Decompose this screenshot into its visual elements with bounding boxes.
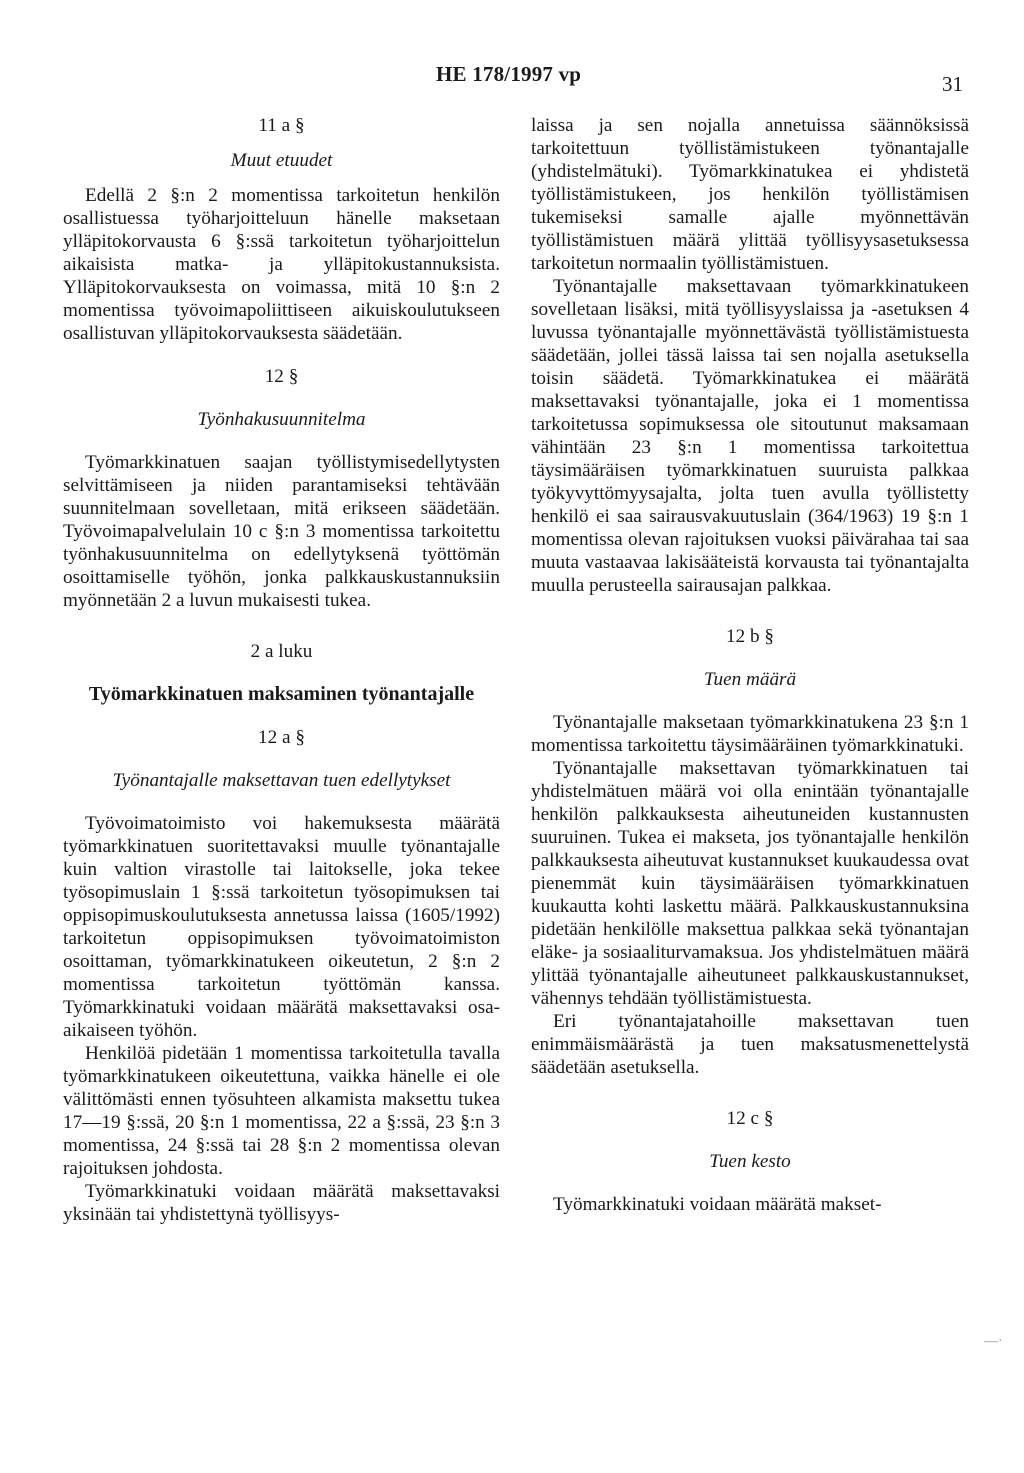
section-number: 12 c §: [726, 1108, 774, 1129]
section-12c-heading: [531, 1107, 969, 1173]
left-column: [63, 114, 500, 1226]
section-12c-paragraph: Työmarkkinatuki voidaan määrätä makset-: [553, 1194, 882, 1215]
page-header: [0, 62, 1024, 96]
continuation-paragraph-2: Työnantajalle maksettavaan työmarkkinatukeen sovelletaan lisäksi, mitä työllisyyslaissa ja -asetuksen 4 luvussa työnantajalle myönnettävästä työllistämistuesta säädetään, jollei tässä laissa tai sen nojalla asetuksella toisin säädetä. Työmarkkinatukea ei määrätä maksettavaksi työnantajalle, joka ei 1 momentissa tarkoitetussa sopimuksessa ole sitoutunut maksamaan vähintään 23 §:n 1 momentissa tarkoitettua täysimääräisen työmarkkinatuen suuruista palkkaa työkyvyttömyysajalta, jolta tuen avulla työllistetty henkilö ei saa sairausvakuutuslain (364/1963) 19 §:n 1 momentissa olevan rajoituksen vuoksi päivärahaa tai saa muuta vastaavaa lakisääteistä korvausta tai työnantajalta muulla perusteella sairausajan palkkaa.: [531, 276, 969, 596]
section-11a-heading: [63, 114, 500, 172]
section-12b-paragraph-2: Työnantajalle maksettavan työmarkkinatuen tai yhdistelmätuen määrä voi olla enintään työnantajalle henkilön palkkauksesta aiheutuneiden kustannusten suuruinen. Tukea ei makseta, jos työnantajalle henkilön palkkauksesta aiheutuvat kustannukset kuukaudessa ovat pienemmät kuin täysimääräisen työmarkkinatuen kuukautta kohti laskettu määrä. Palkkauskustannuksina pidetään henkilölle maksettua palkkaa sekä työnantajan eläke- ja sosiaaliturvamaksua. Jos yhdistelmätuen määrä ylittää työnantajalle aiheutuneet palkkauskustannukset, vähennys tehdään työllistämistuesta.: [531, 758, 970, 1009]
section-12-heading: [63, 365, 500, 431]
chapter-number: 2 a luku: [250, 641, 313, 662]
section-12a-paragraph-3: Työmarkkinatuki voidaan määrätä maksettavaksi yksinään tai yhdistettynä työllisyys-: [63, 1181, 500, 1225]
section-12a-paragraph-1: Työvoimatoimisto voi hakemuksesta määrätä työmarkkinatuen suoritettavaksi muulle työnantajalle kuin valtion virastolle tai laitokselle, joka tekee työsopimuslain 1 §:ssä tarkoitetun työsopimuksen tai oppisopimuskoulutuksesta annetussa laissa (1605/1992) tarkoitetun oppisopimuksen työvoimatoimiston osoittaman, työmarkkinatukeen oikeutetun, 2 §:n 2 momentissa tarkoitetun työttömän kanssa. Työmarkkinatuki voidaan määrätä maksettavaksi osa-aikaiseen työhön.: [63, 813, 500, 1041]
section-number: 12 §: [264, 366, 299, 387]
section-11a-paragraph: Edellä 2 §:n 2 momentissa tarkoitetun henkilön osallistuessa työharjoitteluun hänelle maksetaan ylläpitokorvausta 6 §:ssä tarkoitetun työharjoittelun aikaisista matka- ja ylläpitokustannuksista. Ylläpitokorvauksesta on voimassa, mitä 10 §:n 2 momentissa työvoimapoliittiseen aikuiskoulutukseen osallistuvan ylläpitokorvauksesta säädetään.: [63, 185, 500, 344]
section-12b-paragraph-3: Eri työnantajatahoille maksettavan tuen enimmäismäärästä ja tuen maksatusmenettelystä säädetään asetuksella.: [531, 1011, 969, 1078]
right-column: [531, 114, 969, 1216]
section-12-paragraph: Työmarkkinatuen saajan työllistymisedellytysten selvittämiseen ja niiden parantamiseksi tehtävään suunnitelmaan sovelletaan, mitä erikseen säädetään. Työvoimapalvelulain 10 c §:n 3 momentissa tarkoitettu työnhakusuunnitelma on edellytyksenä työttömän osoittamiselle työhön, jonka palkkauskustannuksiin myönnetään 2 a luvun mukaisesti tukea.: [63, 452, 500, 611]
section-12b-heading: [531, 625, 969, 691]
section-number: 11 a §: [258, 115, 305, 136]
section-title: Työnhakusuunnitelma: [197, 409, 366, 430]
section-12b-paragraph-1: Työnantajalle maksetaan työmarkkinatukena 23 §:n 1 momentissa tarkoitettu täysimääräinen työmarkkinatuki.: [531, 712, 969, 756]
section-number: 12 a §: [258, 727, 305, 748]
chapter-title: Työmarkkinatuen maksaminen työnantajalle: [88, 683, 475, 705]
section-12a-heading: [63, 726, 500, 792]
section-title: Tuen määrä: [703, 669, 797, 690]
margin-mark: —·: [984, 1334, 1003, 1349]
section-number: 12 b §: [726, 626, 774, 647]
section-title: Muut etuudet: [230, 150, 333, 171]
continuation-paragraph-1: laissa ja sen nojalla annetuissa säännöksissä tarkoitettuun työllistämistukeen työnantajalle (yhdistelmätuki). Työmarkkinatukea ei yhdistetä työllistämistukeen, jos henkilön työllistämisen tukemiseksi samalle ajalle myönnettävän työllistämistuen määrä ylittää työllisyysasetuksessa tarkoitetun normaalin työllistämistuen.: [531, 115, 969, 274]
document-id: HE 178/1997 vp: [436, 62, 582, 86]
page-number: 31: [942, 72, 963, 96]
section-title: Työnantajalle maksettavan tuen edellytykset: [112, 770, 451, 791]
section-12a-paragraph-2: Henkilöä pidetään 1 momentissa tarkoitetulla tavalla työmarkkinatukeen oikeutettuna, vaikka hänelle ei ole välittömästi ennen työsuhteen alkamista maksettu tukea 17—19 §:ssä, 20 §:n 1 momentissa, 22 a §:ssä, 23 §:n 3 momentissa, 24 §:ssä tai 28 §:n 2 momentissa olevan rajoituksen johdosta.: [63, 1043, 500, 1179]
section-title: Tuen kesto: [709, 1151, 791, 1172]
